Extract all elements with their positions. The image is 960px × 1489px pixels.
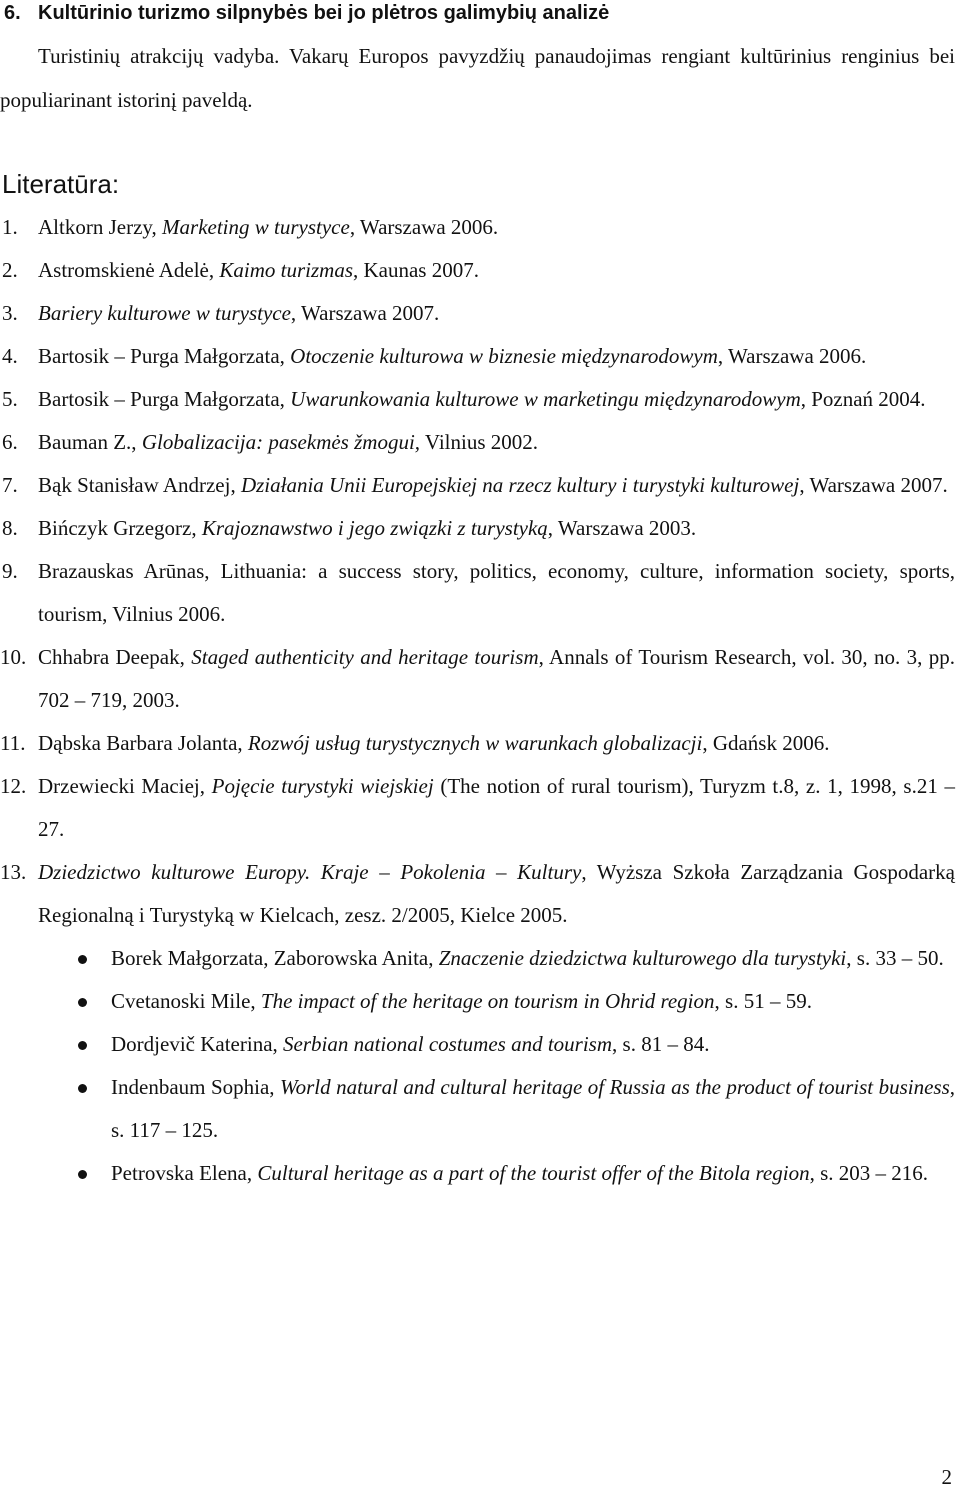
section-heading <box>4 0 609 26</box>
section-title: Kultūrinio turizmo silpnybės bei jo plėtros galimybių analizė <box>38 2 610 24</box>
literature-title: Literatūra: <box>2 169 120 199</box>
reference-item: 3. Bariery kulturowe w turystyce, Warszawa 2007. <box>2 301 440 325</box>
sub-reference-list <box>0 937 955 1195</box>
reference-item: 1. Altkorn Jerzy, Marketing w turystyce, Warszawa 2006. <box>2 215 499 239</box>
section-subtitle: Turistinių atrakcijų vadyba. Vakarų Europos pavyzdžių panaudojimas rengiant kultūrinius renginius bei populiarinant istorinį paveldą. <box>0 44 955 112</box>
reference-item: 5. Bartosik – Purga Małgorzata, Uwarunkowania kulturowe w marketingu międzynarodowym, Poznań 2004. <box>2 387 926 411</box>
reference-item: 6. Bauman Z., Globalizacija: pasekmės žmogui, Vilnius 2002. <box>2 430 538 454</box>
reference-list <box>0 206 955 1195</box>
reference-item: 9. Brazauskas Arūnas, Lithuania: a success story, politics, economy, culture, information society, sports, tourism, Vilnius 2006. <box>2 559 955 626</box>
sub-reference-item: Petrovska Elena, Cultural heritage as a part of the tourist offer of the Bitola region, s. 203 – 216. <box>0 1152 955 1195</box>
sub-reference-item: Cvetanoski Mile, The impact of the heritage on tourism in Ohrid region, s. 51 – 59. <box>0 980 955 1023</box>
section-number: 6. <box>4 2 21 24</box>
sub-reference-item: Borek Małgorzata, Zaborowska Anita, Znaczenie dziedzictwa kulturowego dla turystyki, s. 33 – 50. <box>0 937 955 980</box>
reference-item: 13. Dziedzictwo kulturowe Europy. Kraje – Pokolenia – Kultury, Wyższa Szkoła Zarządzania Gospodarką Regionalną i Turystyką w Kielcach, zesz. 2/2005, Kielce 2005. <box>0 860 955 927</box>
bullet-icon <box>78 1041 87 1050</box>
reference-item: 11. Dąbska Barbara Jolanta, Rozwój usług turystycznych w warunkach globalizacji, Gdańsk 2006. <box>0 731 830 755</box>
reference-item: 7. Bąk Stanisław Andrzej, Działania Unii Europejskiej na rzecz kultury i turystyki kulturowej, Warszawa 2007. <box>2 473 948 497</box>
reference-item: 10. Chhabra Deepak, Staged authenticity and heritage tourism, Annals of Tourism Research, vol. 30, no. 3, pp. 702 – 719, 2003. <box>0 645 955 712</box>
bullet-icon <box>78 1170 87 1179</box>
bullet-icon <box>78 1084 87 1093</box>
bullet-icon <box>78 955 87 964</box>
reference-item: 4. Bartosik – Purga Małgorzata, Otoczenie kulturowa w biznesie międzynarodowym, Warszawa 2006. <box>2 344 867 368</box>
sub-reference-group <box>0 937 955 1195</box>
reference-item: 2. Astromskienė Adelė, Kaimo turizmas, Kaunas 2007. <box>2 258 479 282</box>
sub-reference-item: Indenbaum Sophia, World natural and cultural heritage of Russia as the product of tourist business, s. 117 – 125. <box>0 1066 955 1152</box>
reference-item: 12. Drzewiecki Maciej, Pojęcie turystyki wiejskiej (The notion of rural tourism), Turyzm t.8, z. 1, 1998, s.21 – 27. <box>0 774 955 841</box>
bullet-icon <box>78 998 87 1007</box>
reference-item: 8. Bińczyk Grzegorz, Krajoznawstwo i jego związki z turystyką, Warszawa 2003. <box>2 516 697 540</box>
sub-reference-item: Dordjevič Katerina, Serbian national costumes and tourism, s. 81 – 84. <box>0 1023 955 1066</box>
page-number: 2 <box>941 1465 952 1489</box>
